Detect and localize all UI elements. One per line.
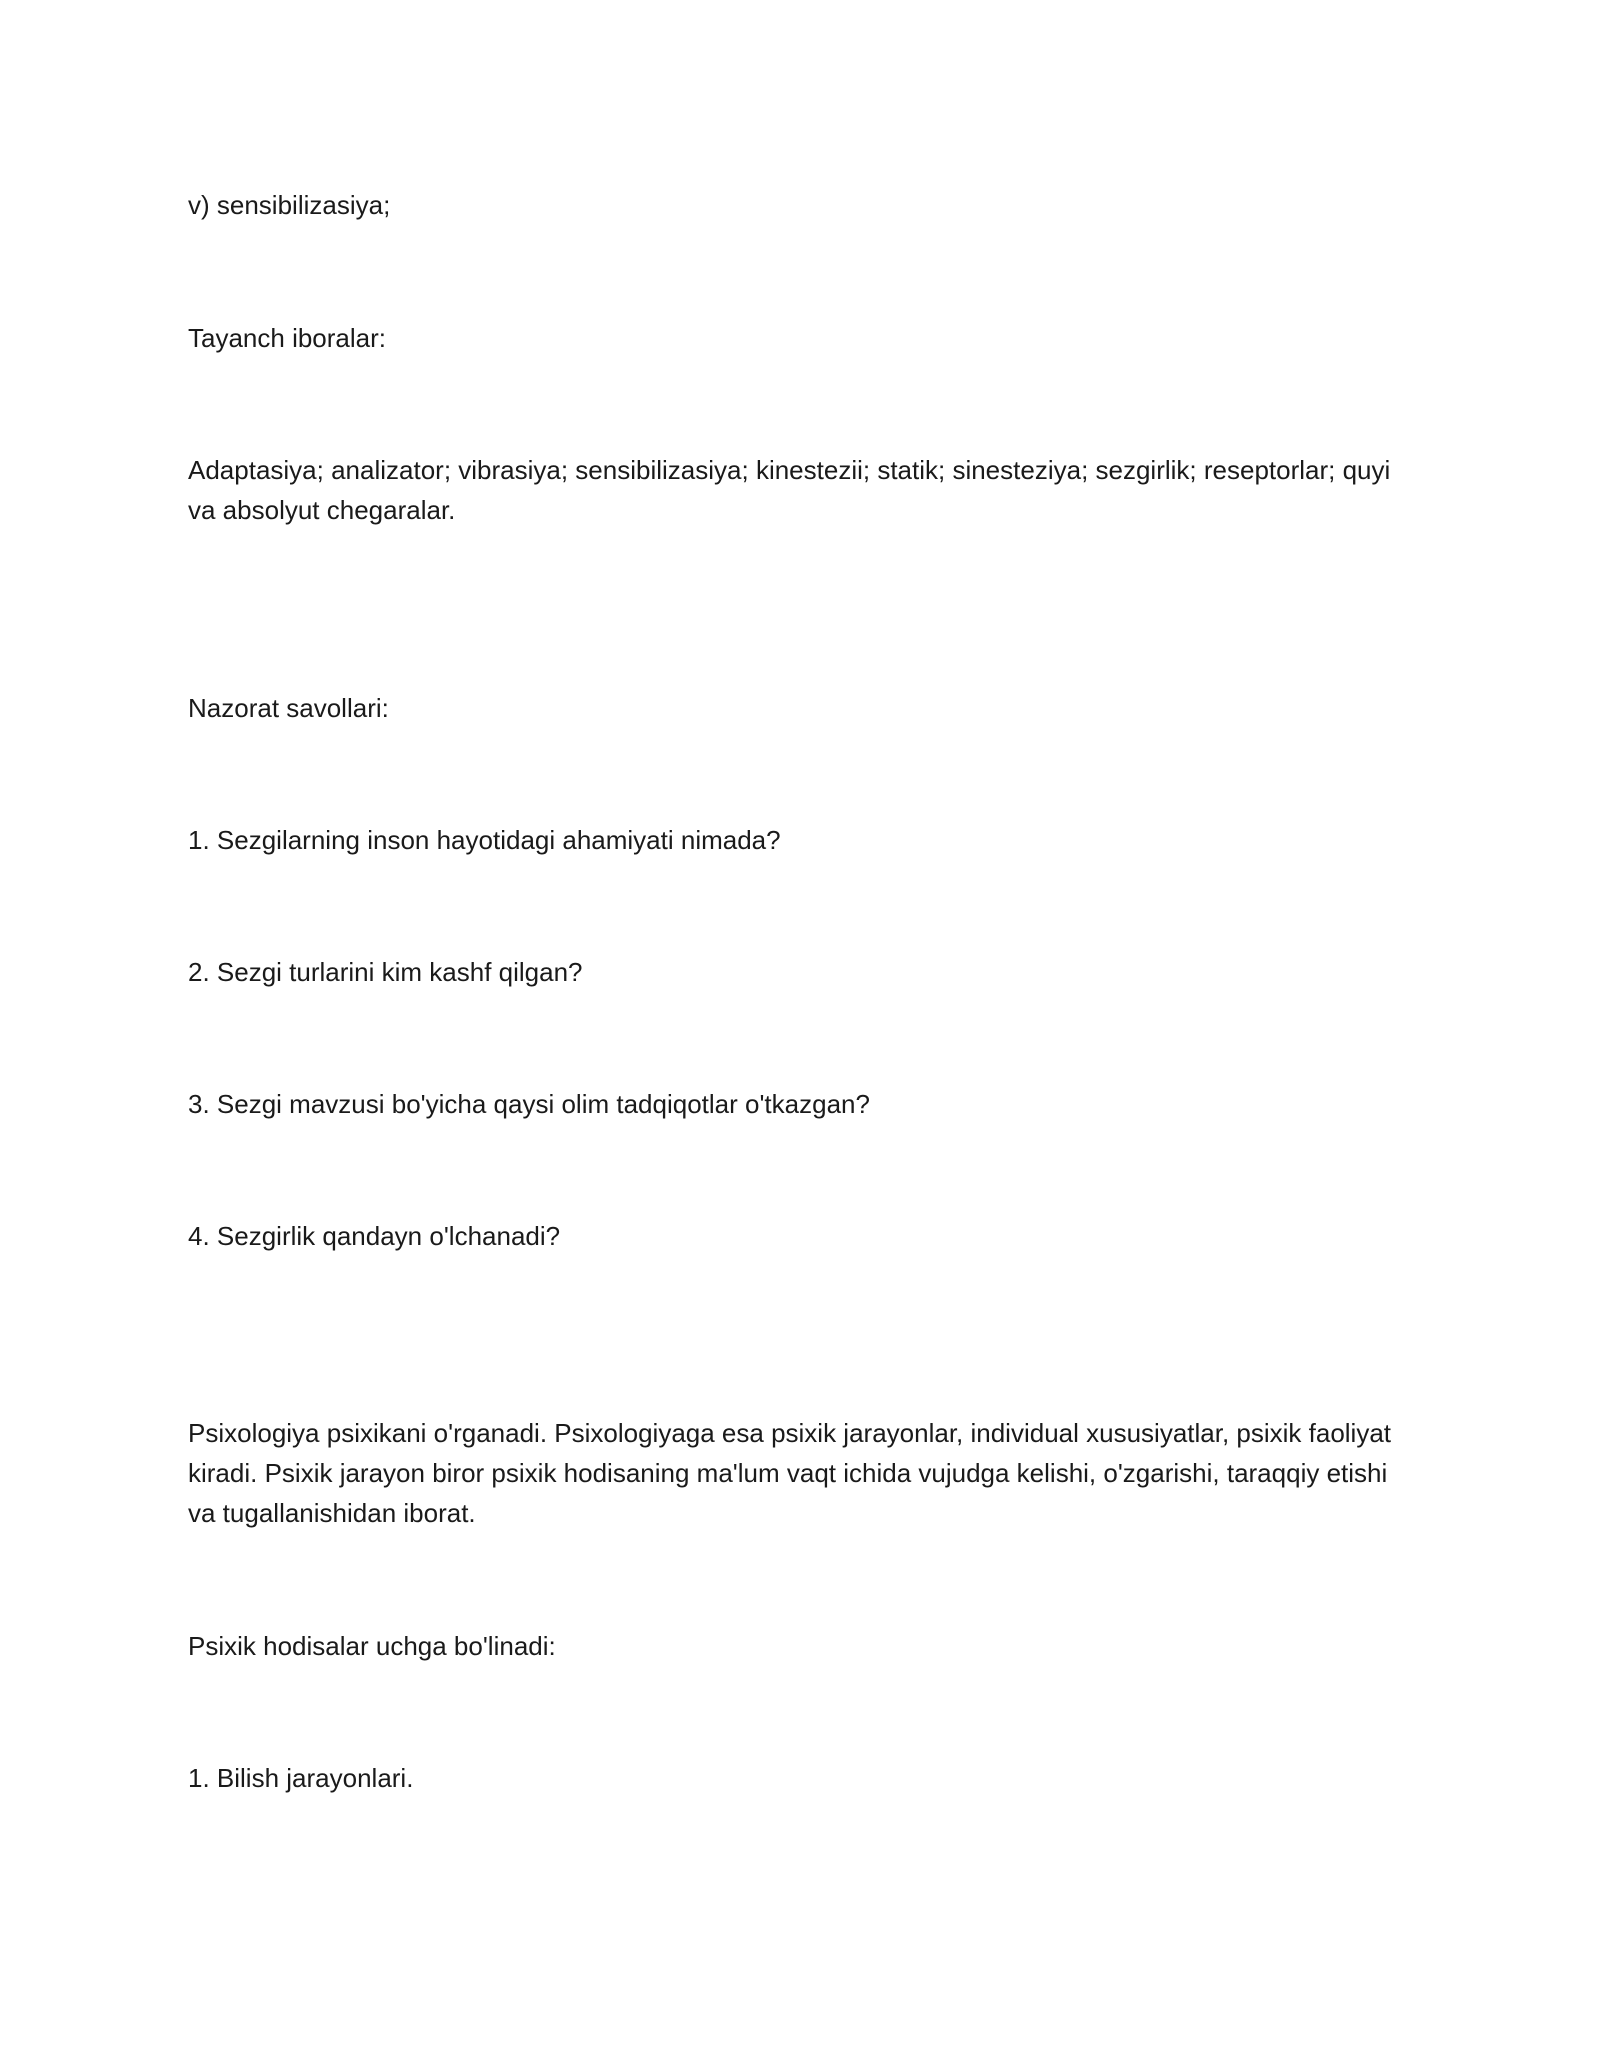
psychic-phenomena-heading: Psixik hodisalar uchga bo'linadi:: [188, 1631, 556, 1661]
psychology-paragraph: Psixologiya psixikani o'rganadi. Psixologiyaga esa psixik jarayonlar, individual xususiyatlar, psixik faoliyat kiradi. Psixik jarayon biror psixik hodisaning ma'lum vaqt ichida vujudga kelishi, o'zgarishi, taraqqiy etishi va tugallanishidan iborat.: [188, 1418, 1392, 1528]
option-v-line: v) sensibilizasiya;: [188, 190, 391, 220]
control-questions-heading: Nazorat savollari:: [188, 693, 389, 723]
question-2: 2. Sezgi turlarini kim kashf qilgan?: [188, 957, 583, 987]
key-terms-paragraph: Adaptasiya; analizator; vibrasiya; sensibilizasiya; kinestezii; statik; sinesteziya; sezgirlik; reseptorlar; quyi va absolyut chegaralar.: [188, 455, 1391, 525]
list-item-1: 1. Bilish jarayonlari.: [188, 1763, 414, 1793]
question-3: 3. Sezgi mavzusi bo'yicha qaysi olim tadqiqotlar o'tkazgan?: [188, 1089, 870, 1119]
key-terms-heading: Tayanch iboralar:: [188, 323, 386, 353]
question-4: 4. Sezgirlik qandayn o'lchanadi?: [188, 1221, 561, 1251]
question-1: 1. Sezgilarning inson hayotidagi ahamiyati nimada?: [188, 825, 781, 855]
